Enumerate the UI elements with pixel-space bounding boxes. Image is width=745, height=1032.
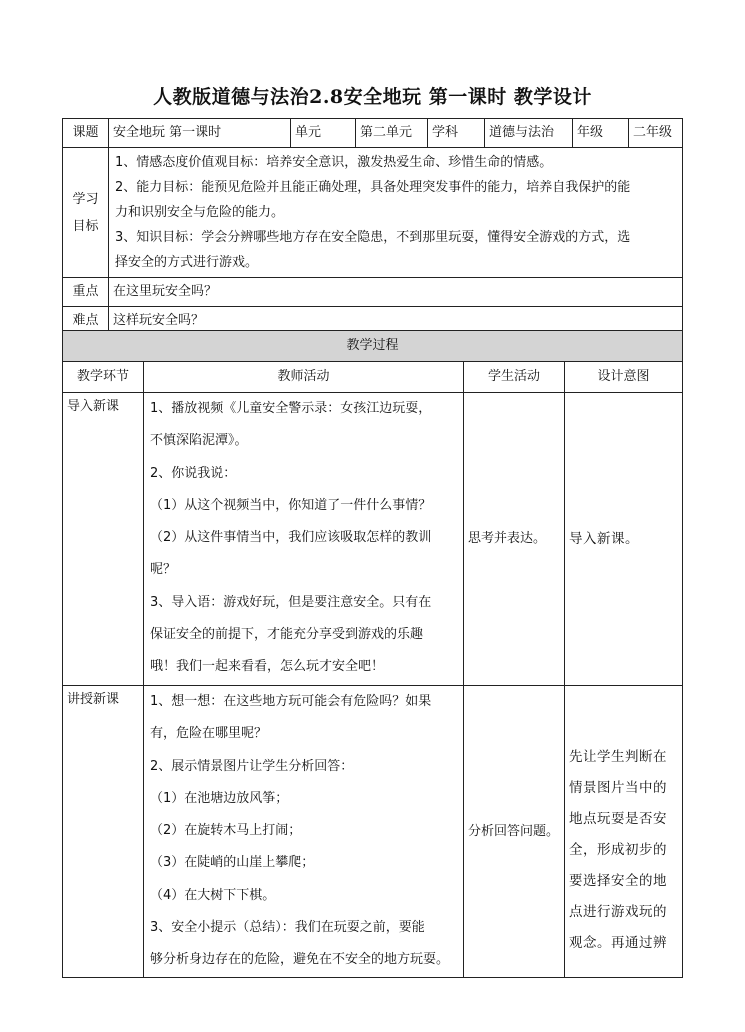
stage-cell: 讲授新课: [63, 686, 144, 978]
column-header: 教学环节: [63, 362, 144, 393]
student-activity-cell: 思考并表达。: [464, 393, 565, 686]
design-line: 观念。再通过辨: [569, 935, 667, 951]
unit-value: 第二单元: [356, 119, 428, 148]
design-line: 先让学生判断在: [569, 749, 667, 765]
design-intent-cell: [565, 393, 683, 686]
design-line: 情景图片当中的: [569, 780, 667, 796]
design-line: 地点玩耍是否安: [569, 811, 667, 827]
design-line: 点进行游戏玩的: [569, 904, 667, 920]
goal-line: 3、知识目标：学会分辨哪些地方存在安全隐患，不到那里玩耍，懂得安全游戏的方式，选: [115, 230, 631, 245]
teacher-line: （3）在陡峭的山崖上攀爬；: [150, 855, 315, 871]
teacher-line: （2）在旋转木马上打闹；: [150, 823, 302, 839]
design-line: 导入新课。: [569, 530, 639, 547]
document-title: 人教版道德与法治2.8安全地玩 第一课时 教学设计: [153, 86, 592, 108]
topic-label: 课题: [63, 119, 109, 148]
teacher-line: 够分析身边存在的危险，避免在不安全的地方玩耍。: [150, 952, 450, 968]
teacher-line: 1、播放视频《儿童安全警示录：女孩江边玩耍，: [150, 401, 432, 416]
teacher-line: 3、导入语：游戏好玩，但是要注意安全。只有在: [150, 594, 432, 610]
table-row: [63, 686, 683, 978]
goal-line: 择安全的方式进行游戏。: [115, 255, 259, 270]
teacher-line: 2、展示情景图片让学生分析回答：: [150, 758, 354, 774]
design-line: 要选择安全的地: [569, 873, 667, 889]
teacher-activity-cell: [144, 393, 464, 686]
subject-label: 学科: [428, 119, 485, 148]
goals-label: 学习目标: [63, 148, 109, 278]
teacher-line: 有，危险在哪里呢？: [150, 726, 268, 742]
unit-label: 单元: [291, 119, 356, 148]
teacher-line: 2、你说我说：: [150, 465, 237, 481]
design-intent-cell: [565, 686, 683, 978]
difficulty-label: 难点: [63, 307, 109, 336]
goals-content: [109, 148, 683, 278]
subject-value: 道德与法治: [485, 119, 573, 148]
key-value: 在这里玩安全吗？: [109, 278, 683, 307]
process-header: 教学过程: [63, 331, 683, 362]
design-line: 全，形成初步的: [569, 842, 667, 858]
stage-cell: 导入新课: [63, 393, 144, 686]
grade-label: 年级: [573, 119, 629, 148]
goal-line: 2、能力目标：能预见危险并且能正确处理，具备处理突发事件的能力，培养自我保护的能: [115, 180, 631, 195]
student-activity-cell: 分析回答问题。: [464, 686, 565, 978]
goal-line: 力和识别安全与危险的能力。: [115, 205, 285, 220]
table-row: [63, 393, 683, 686]
grade-value: 二年级: [629, 119, 683, 148]
teacher-line: 呢？: [150, 562, 177, 578]
teacher-line: （1）在池塘边放风筝；: [150, 790, 289, 806]
column-header: 学生活动: [464, 362, 565, 393]
difficulty-value: 这样玩安全吗？: [109, 307, 683, 336]
teacher-line: 哦！我们一起来看看，怎么玩才安全吧！: [150, 659, 385, 675]
column-header: 教师活动: [144, 362, 464, 393]
teacher-line: （2）从这件事情当中，我们应该吸取怎样的教训: [150, 530, 432, 546]
teacher-line: 不慎深陷泥潭》。: [150, 433, 248, 449]
column-header: 设计意图: [565, 362, 683, 393]
teacher-line: （1）从这个视频当中，你知道了一件什么事情？: [150, 497, 432, 513]
goal-line: 1、情感态度价值观目标：培养安全意识，激发热爱生命、珍惜生命的情感。: [115, 155, 553, 170]
process-table: [62, 330, 683, 978]
teacher-activity-cell: [144, 686, 464, 978]
teacher-line: 保证安全的前提下，才能充分享受到游戏的乐趣: [150, 627, 424, 643]
teacher-line: （4）在大树下下棋。: [150, 887, 276, 903]
teacher-line: 3、安全小提示（总结）：我们在玩耍之前，要能: [150, 920, 425, 936]
topic-value: 安全地玩 第一课时: [109, 119, 291, 148]
info-table: [62, 118, 683, 336]
key-label: 重点: [63, 278, 109, 307]
teacher-line: 1、想一想：在这些地方玩可能会有危险吗？如果: [150, 694, 432, 709]
